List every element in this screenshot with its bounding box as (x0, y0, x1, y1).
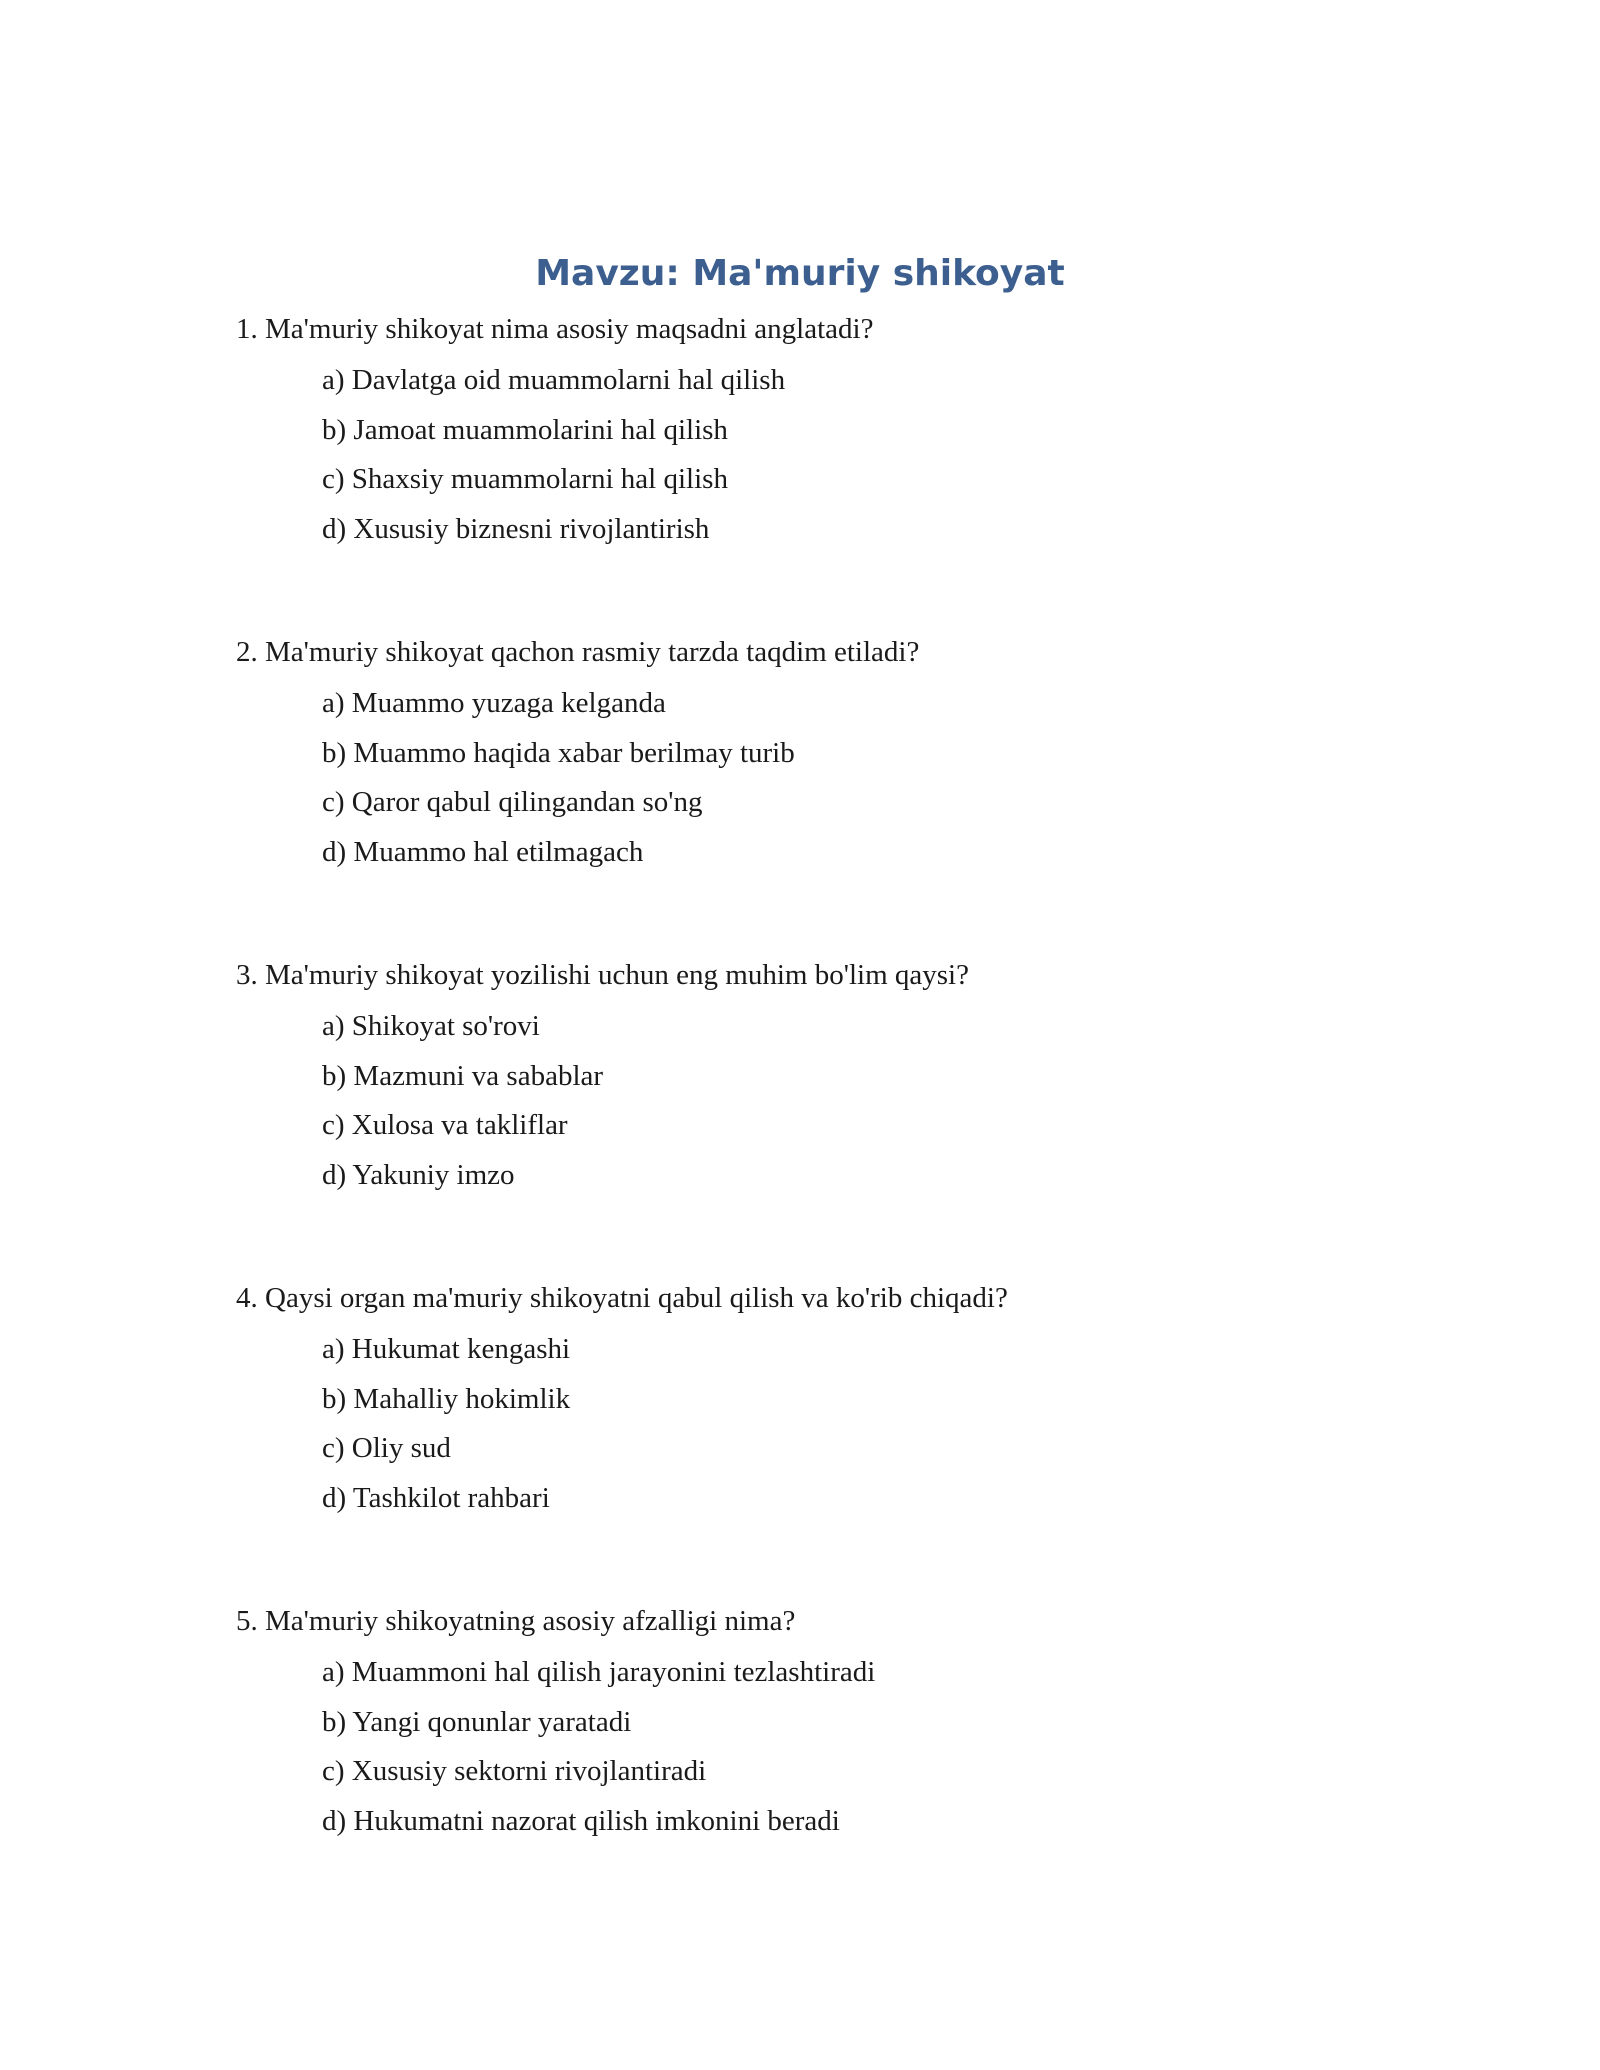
option-a: a) Hukumat kengashi (322, 1333, 571, 1365)
option-d: d) Muammo hal etilmagach (322, 835, 644, 868)
question-text: 1. Ma'muriy shikoyat nima asosiy maqsadni anglatadi? (236, 313, 874, 345)
page-title: Mavzu: Ma'muriy shikoyat (535, 253, 1065, 294)
option-d: d) Yakuniy imzo (322, 1158, 515, 1191)
question-5 (236, 1600, 1436, 1923)
option-list (236, 679, 1436, 877)
option-list (236, 1002, 1436, 1200)
option-b: b) Mazmuni va sabablar (322, 1059, 604, 1092)
option-c: c) Xulosa va takliflar (322, 1109, 568, 1141)
option-d: d) Hukumatni nazorat qilish imkonini beradi (322, 1804, 840, 1837)
question-1 (236, 308, 1436, 631)
question-text: 3. Ma'muriy shikoyat yozilishi uchun eng muhim bo'lim qaysi? (236, 959, 969, 991)
option-a: a) Muammo yuzaga kelganda (322, 687, 666, 719)
option-b: b) Muammo haqida xabar berilmay turib (322, 736, 795, 769)
option-a: a) Davlatga oid muammolarni hal qilish (322, 364, 786, 396)
question-text: 2. Ma'muriy shikoyat qachon rasmiy tarzda taqdim etiladi? (236, 636, 920, 668)
option-d: d) Tashkilot rahbari (322, 1481, 550, 1514)
option-b: b) Jamoat muammolarini hal qilish (322, 413, 728, 446)
question-text: 4. Qaysi organ ma'muriy shikoyatni qabul qilish va ko'rib chiqadi? (236, 1282, 1008, 1314)
option-b: b) Yangi qonunlar yaratadi (322, 1705, 632, 1738)
option-c: c) Shaxsiy muammolarni hal qilish (322, 463, 728, 495)
option-list (236, 356, 1436, 554)
option-a: a) Muammoni hal qilish jarayonini tezlashtiradi (322, 1656, 876, 1688)
option-d: d) Xususiy biznesni rivojlantirish (322, 512, 710, 545)
option-list (236, 1325, 1436, 1523)
question-list (236, 308, 1436, 1923)
question-text: 5. Ma'muriy shikoyatning asosiy afzalligi nima? (236, 1605, 796, 1637)
option-c: c) Qaror qabul qilingandan so'ng (322, 786, 703, 818)
option-c: c) Xususiy sektorni rivojlantiradi (322, 1755, 707, 1787)
question-2 (236, 631, 1436, 954)
question-3 (236, 954, 1436, 1277)
option-c: c) Oliy sud (322, 1432, 451, 1464)
question-4 (236, 1277, 1436, 1600)
option-a: a) Shikoyat so'rovi (322, 1010, 540, 1042)
option-list (236, 1648, 1436, 1846)
option-b: b) Mahalliy hokimlik (322, 1382, 571, 1415)
